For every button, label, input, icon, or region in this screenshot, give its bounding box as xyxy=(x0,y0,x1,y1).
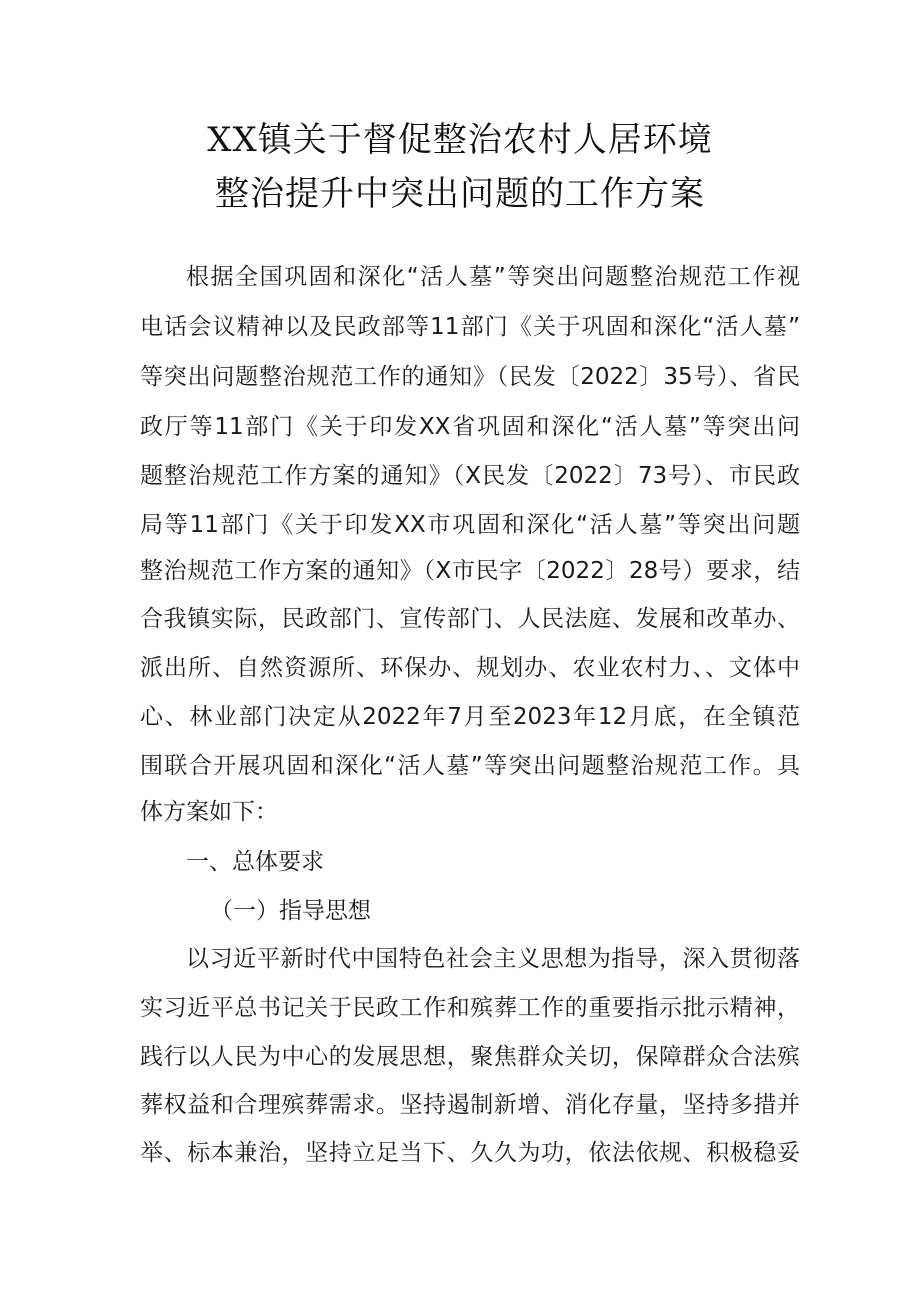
paragraph-2-line: 实习近平总书记关于民政工作和殡葬工作的重要指示批示精神， xyxy=(140,995,800,1021)
subsection-heading: （一）指导思想 xyxy=(210,898,371,924)
paragraph-1-line: 电话会议精神以及民政部等11部门《关于巩固和深化“活人墓” xyxy=(140,314,800,340)
paragraph-1-line: 心、林业部门决定从2022年7月至2023年12月底，在全镇范 xyxy=(140,704,800,730)
paragraph-1-line: 等突出问题整治规范工作的通知》（民发〔2022〕35号）、省民 xyxy=(140,364,800,390)
paragraph-1-line: 体方案如下： xyxy=(140,799,278,825)
paragraph-1-line: 题整治规范工作方案的通知》（X民发〔2022〕73号）、市民政 xyxy=(140,463,800,489)
document-title-line-1: XX镇关于督促整治农村人居环境 xyxy=(207,120,713,160)
paragraph-2-line: 举、标本兼治，坚持立足当下、久久为功，依法依规、积极稳妥 xyxy=(140,1140,800,1166)
paragraph-1-line: 围联合开展巩固和深化“活人墓”等突出问题整治规范工作。具 xyxy=(140,753,800,779)
paragraph-2-line: 践行以人民为中心的发展思想，聚焦群众关切，保障群众合法殡 xyxy=(140,1044,800,1070)
paragraph-2-line: 葬权益和合理殡葬需求。坚持遏制新增、消化存量，坚持多措并 xyxy=(140,1092,800,1118)
paragraph-1-line: 根据全国巩固和深化“活人墓”等突出问题整治规范工作视 xyxy=(186,264,800,290)
paragraph-2-line: 以习近平新时代中国特色社会主义思想为指导，深入贯彻落 xyxy=(186,946,800,972)
section-heading: 一、总体要求 xyxy=(186,849,324,875)
paragraph-1-line: 局等11部门《关于印发XX市巩固和深化“活人墓”等突出问题 xyxy=(140,512,800,538)
paragraph-1-line: 合我镇实际，民政部门、宣传部门、人民法庭、发展和改革办、 xyxy=(140,606,800,632)
paragraph-1-line: 派出所、自然资源所、环保办、规划办、农业农村力、、文体中 xyxy=(140,655,800,681)
paragraph-1-line: 政厅等11部门《关于印发XX省巩固和深化“活人墓”等突出问 xyxy=(140,414,800,440)
paragraph-1-line: 整治规范工作方案的通知》（X市民字〔2022〕28号）要求，结 xyxy=(140,558,800,584)
document-title-line-2: 整治提升中突出问题的工作方案 xyxy=(215,174,705,214)
